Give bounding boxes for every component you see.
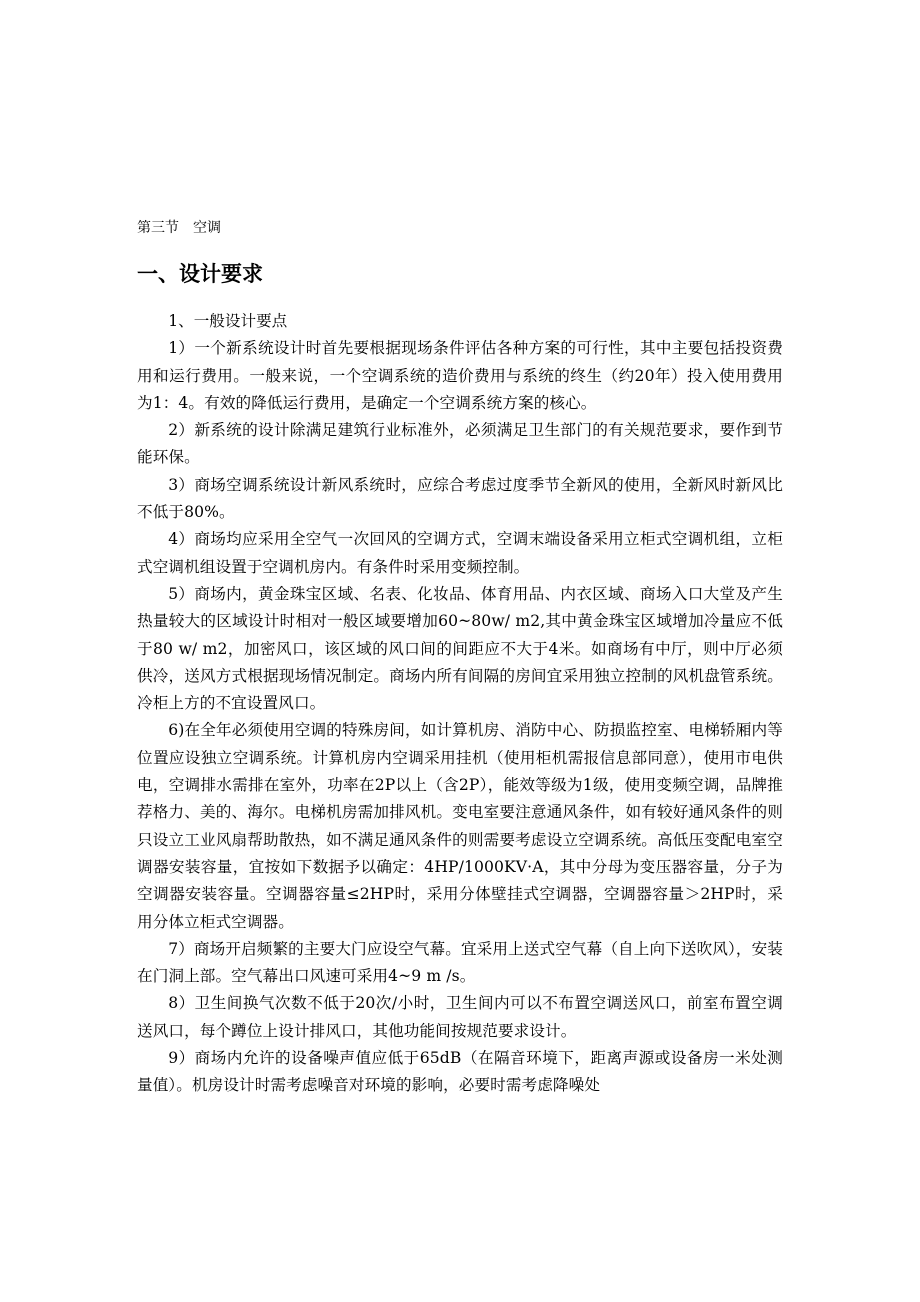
paragraph-9: 9）商场内允许的设备噪声值应低于65dB（在隔音环境下，距离声源或设备房一米处测量值）。机房设计时需考虑噪音对环境的影响，必要时需考虑降噪处 <box>137 1049 783 1095</box>
paragraph-5: 5）商场内，黄金珠宝区域、名表、化妆品、体育用品、内衣区域、商场入口大堂及产生热量较大的区域设计时相对一般区域要增加60~80w/ m2,其中黄金珠宝区域增加冷量应不低于80 w/ m2，加密风口，该区域的风口间的间距应不大于4米。如商场有中厅，则中厅必须供冷，送风方式根据现场情况制定。商场内所有间隔的房间宜采用独立控制的风机盘管系统。冷柜上方的不宜设置风口。 <box>137 584 783 713</box>
subheading: 1、一般设计要点 <box>168 312 288 330</box>
paragraph-2: 2）新系统的设计除满足建筑行业标准外，必须满足卫生部门的有关规范要求，要作到节能环保。 <box>137 421 783 467</box>
main-heading: 一、设计要求 <box>137 262 263 286</box>
paragraph-1: 1）一个新系统设计时首先要根据现场条件评估各种方案的可行性，其中主要包括投资费用和运行费用。一般来说，一个空调系统的造价费用与系统的终生（约20年）投入使用费用为1：4。有效的降低运行费用，是确定一个空调系统方案的核心。 <box>137 339 783 412</box>
paragraph-6: 6)在全年必须使用空调的特殊房间，如计算机房、消防中心、防损监控室、电梯轿厢内等位置应设独立空调系统。计算机房内空调采用挂机（使用柜机需报信息部同意），使用市电供电，空调排水需排在室外，功率在2P以上（含2P），能效等级为1级，使用变频空调，品牌推荐格力、美的、海尔。电梯机房需加排风机。变电室要注意通风条件，如有较好通风条件的则只设立工业风扇帮助散热，如不满足通风条件的则需要考虑设立空调系统。高低压变配电室空调器安装容量，宜按如下数据予以确定：4HP/1000KV·A，其中分母为变压器容量，分子为空调器安装容量。空调器容量≤2HP时，采用分体壁挂式空调器，空调器容量＞2HP时，采用分体立柜式空调器。 <box>137 721 783 931</box>
section-label: 第三节 空调 <box>137 220 221 236</box>
paragraph-7: 7）商场开启频繁的主要大门应设空气幕。宜采用上送式空气幕（自上向下送吹风），安装在门洞上部。空气幕出口风速可采用4~9 m /s。 <box>137 939 783 986</box>
paragraph-4: 4）商场均应采用全空气一次回风的空调方式，空调末端设备采用立柜式空调机组，立柜式空调机组设置于空调机房内。有条件时采用变频控制。 <box>137 530 783 576</box>
paragraph-8: 8）卫生间换气次数不低于20次/小时，卫生间内可以不布置空调送风口，前室布置空调送风口，每个蹲位上设计排风口，其他功能间按规范要求设计。 <box>137 994 783 1040</box>
paragraph-3: 3）商场空调系统设计新风系统时，应综合考虑过度季节全新风的使用，全新风时新风比不低于80%。 <box>137 475 783 522</box>
document-body <box>137 218 783 1100</box>
